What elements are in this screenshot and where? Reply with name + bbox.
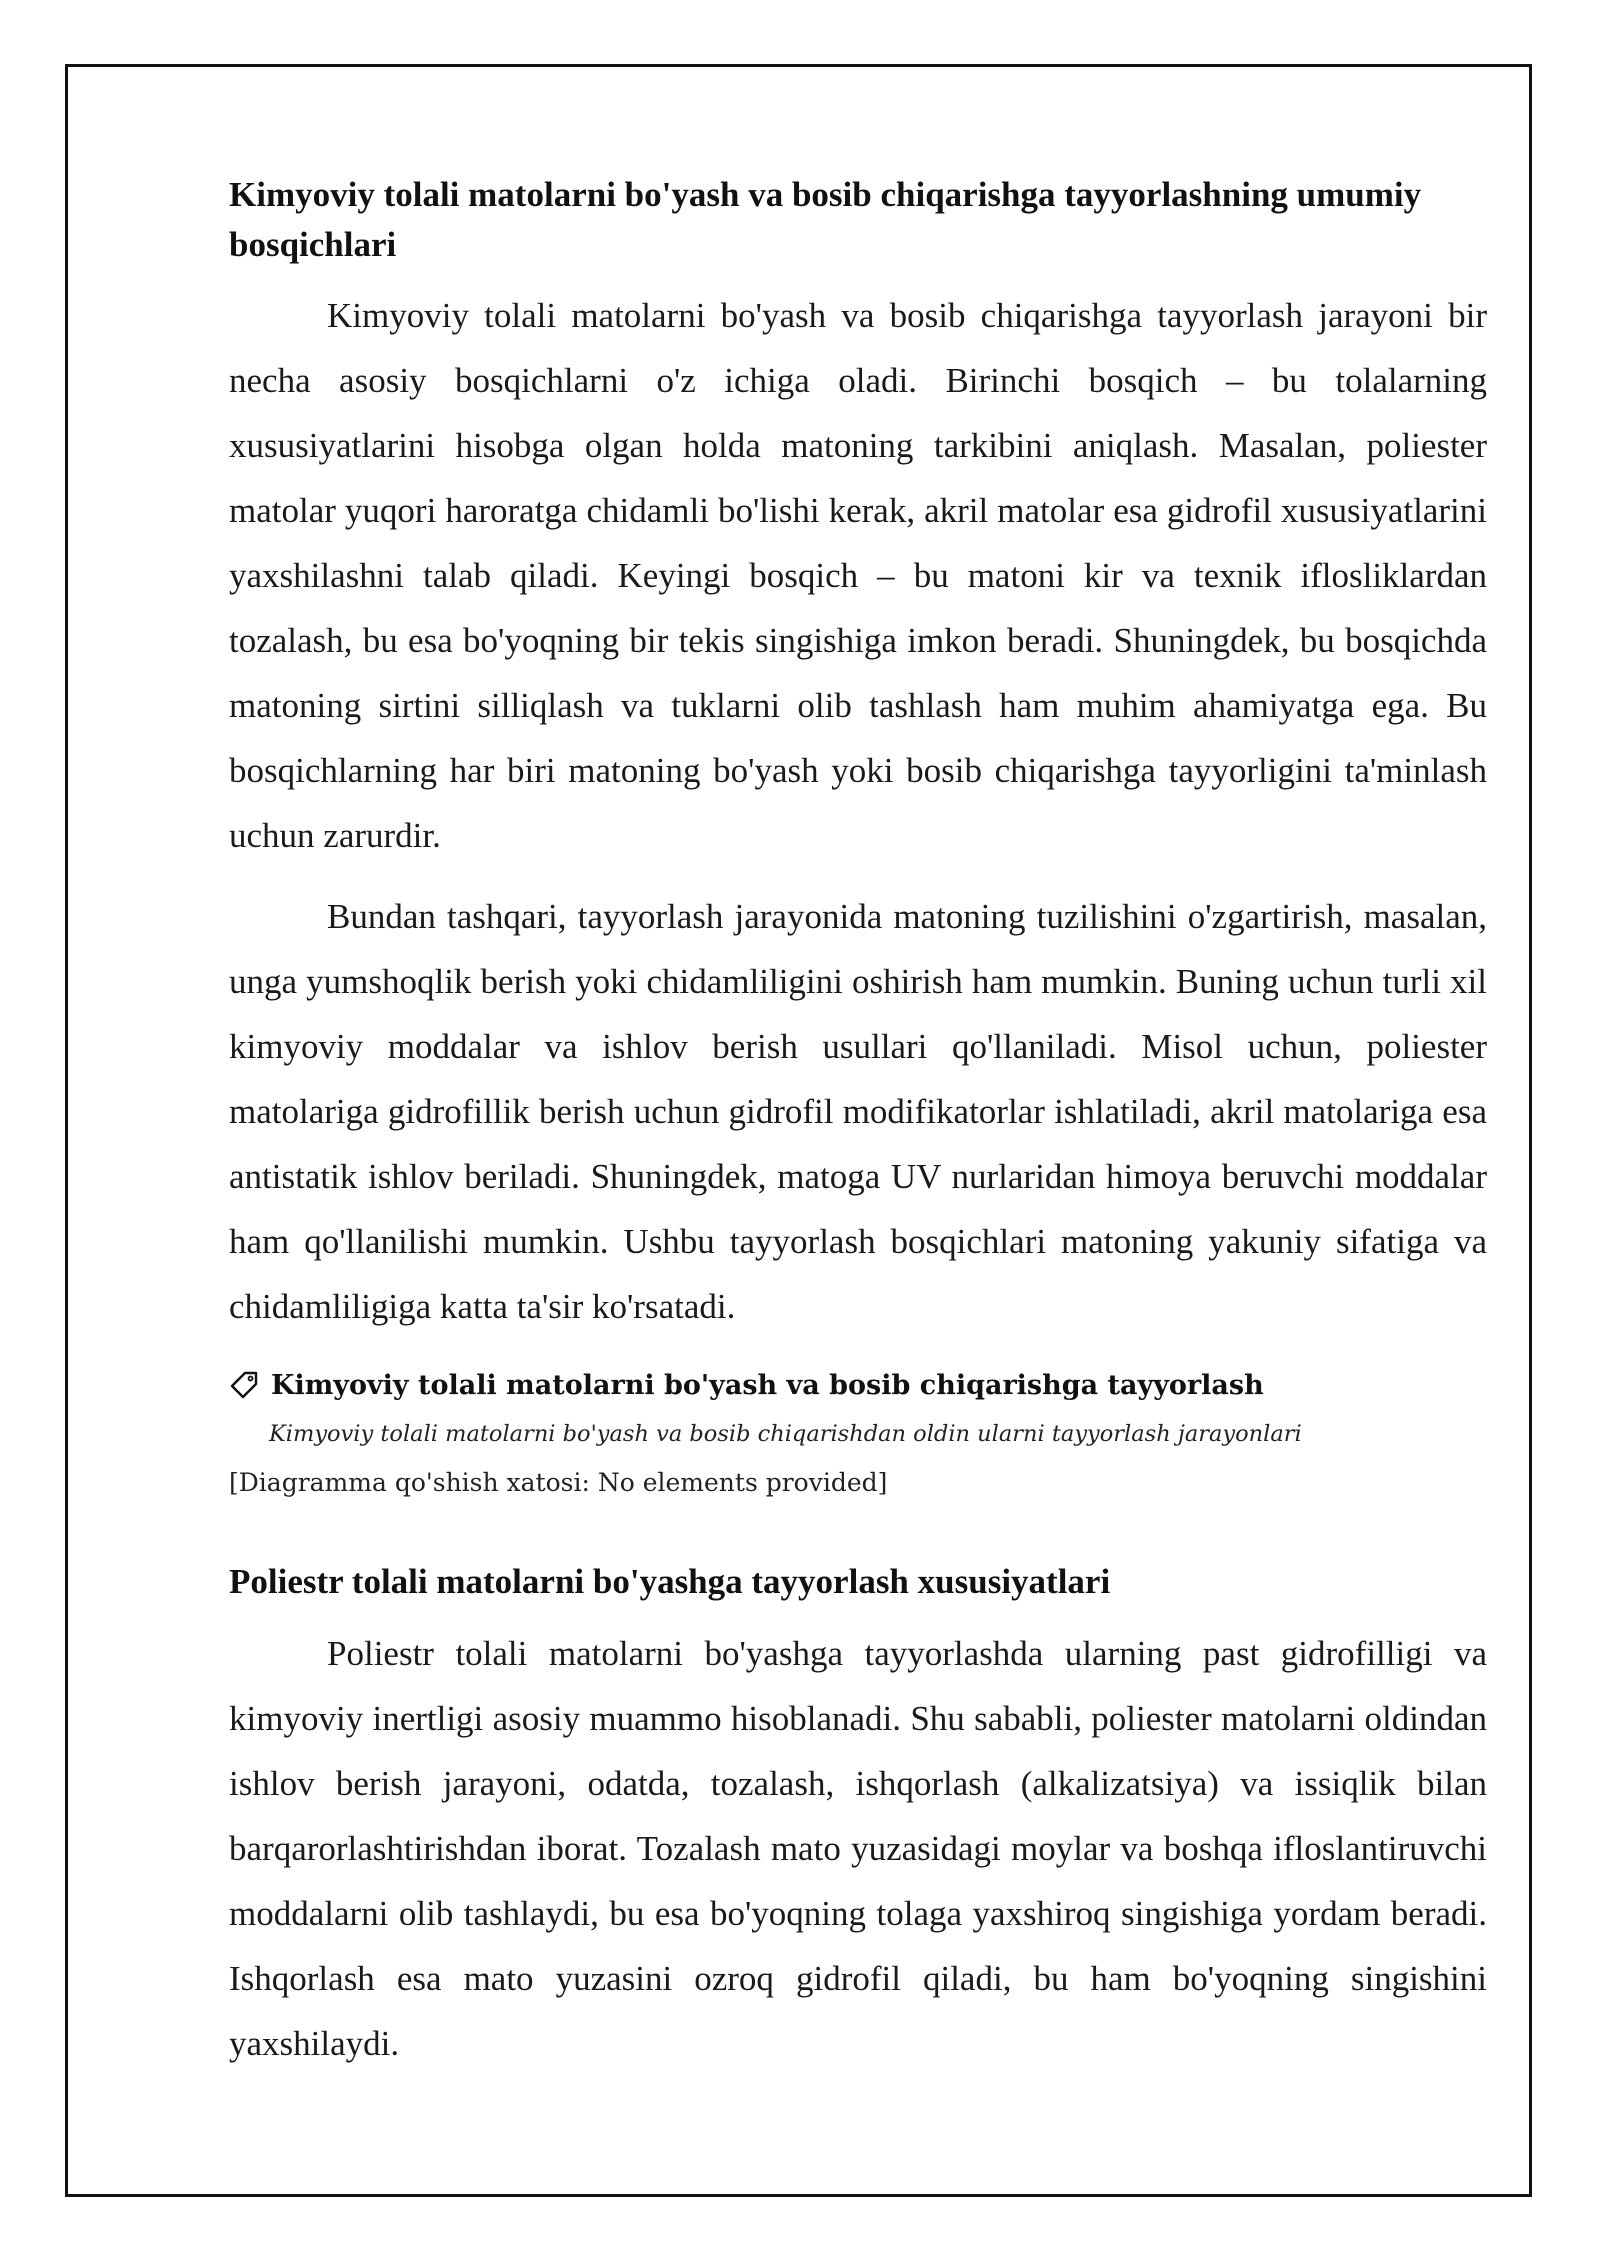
diagram-subtitle: Kimyoviy tolali matolarni bo'yash va bosib chiqarishdan oldin ularni tayyorlash jarayonlari (269, 1421, 1302, 1447)
section-heading: Kimyoviy tolali matolarni bo'yash va bosib chiqarishga tayyorlashning umumiy bosqichlari (229, 175, 1422, 264)
document-body (229, 170, 1487, 2076)
paragraph: Kimyoviy tolali matolarni bo'yash va bosib chiqarishga tayyorlash jarayoni bir necha asosiy bosqichlarni o'z ichiga oladi. Birinchi bosqich – bu tolalarning xususiyatlarini hisobga olgan holda matoning tarkibini aniqlash. Masalan, poliester matolar yuqori haroratga chidamli bo'lishi kerak, akril matolar esa gidrofil xususiyatlarini yaxshilashni talab qiladi. Keyingi bosqich – bu matoni kir va texnik iflosliklardan tozalash, bu esa bo'yoqning bir tekis singishiga imkon beradi. Shuningdek, bu bosqichda matoning sirtini silliqlash va tuklarni olib tashlash ham muhim ahamiyatga ega. Bu bosqichlarning har biri matoning bo'yash yoki bosib chiqarishga tayyorligini ta'minlash uchun zarurdir. (229, 296, 1487, 855)
paragraph: Bundan tashqari, tayyorlash jarayonida matoning tuzilishini o'zgartirish, masalan, unga yumshoqlik berish yoki chidamliligini oshirish ham mumkin. Buning uchun turli xil kimyoviy moddalar va ishlov berish usullari qo'llaniladi. Misol uchun, poliester matolariga gidrofillik berish uchun gidrofil modifikatorlar ishlatiladi, akril matolariga esa antistatik ishlov beriladi. Shuningdek, matoga UV nurlaridan himoya beruvchi moddalar ham qo'llanilishi mumkin. Ushbu tayyorlash bosqichlari matoning yakuniy sifatiga va chidamliligiga katta ta'sir ko'rsatadi. (229, 897, 1487, 1326)
diagram-title: Kimyoviy tolali matolarni bo'yash va bosib chiqarishga tayyorlash (271, 1369, 1264, 1401)
section-heading: Poliestr tolali matolarni bo'yashga tayyorlash xususiyatlari (229, 1562, 1111, 1601)
paragraph: Poliestr tolali matolarni bo'yashga tayyorlashda ularning past gidrofilligi va kimyoviy inertligi asosiy muammo hisoblanadi. Shu sababli, poliester matolarni oldindan ishlov berish jarayoni, odatda, tozalash, ishqorlash (alkalizatsiya) va issiqlik bilan barqarorlashtirishdan iborat. Tozalash mato yuzasidagi moylar va boshqa ifloslantiruvchi moddalarni olib tashlaydi, bu esa bo'yoqning tolaga yaxshiroq singishiga yordam beradi. Ishqorlash esa mato yuzasini ozroq gidrofil qiladi, bu ham bo'yoqning singishini yaxshilaydi. (229, 1634, 1487, 2063)
tag-icon (229, 1370, 259, 1400)
diagram-error-message: [Diagramma qo'shish xatosi: No elements provided] (229, 1468, 888, 1497)
diagram-title-row (229, 1363, 1487, 1407)
diagram-placeholder (229, 1363, 1487, 1501)
